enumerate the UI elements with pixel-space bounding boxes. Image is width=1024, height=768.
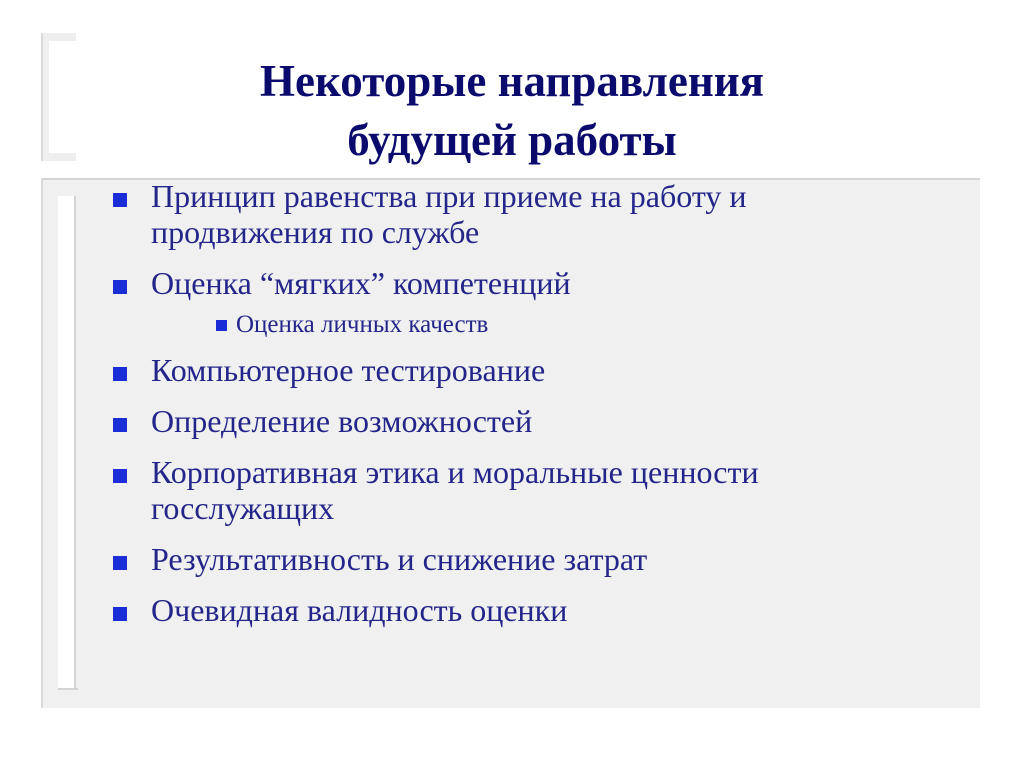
square-bullet-icon xyxy=(113,280,127,294)
sub-list-item xyxy=(113,311,933,339)
list-item-text-line-1: Принцип равенства при приеме на работу и xyxy=(151,178,747,214)
square-bullet-icon xyxy=(113,556,127,570)
list-item-text-line-2: продвижения по службе xyxy=(151,214,480,250)
list-item-text: Оценка “мягких” компетенций xyxy=(151,265,571,301)
square-bullet-icon xyxy=(113,367,127,381)
slide-title xyxy=(100,52,924,170)
list-item xyxy=(113,265,933,301)
list-item xyxy=(113,592,933,628)
panel-left-strip xyxy=(41,178,43,708)
list-item-text: Определение возможностей xyxy=(151,403,533,439)
list-item xyxy=(113,541,933,577)
list-item-text-line-1: Корпоративная этика и моральные ценности xyxy=(151,454,759,490)
slide-title-line-2: будущей работы xyxy=(347,115,677,165)
square-bullet-icon xyxy=(113,193,127,207)
bullet-list xyxy=(113,178,933,643)
sub-list-item-text: Оценка личных качеств xyxy=(236,311,489,338)
decorative-bar-top-inner xyxy=(49,41,76,153)
square-bullet-icon xyxy=(113,607,127,621)
square-bullet-icon xyxy=(113,418,127,432)
list-item-text: Результативность и снижение затрат xyxy=(151,541,648,577)
list-item-text: Компьютерное тестирование xyxy=(151,352,546,388)
list-item-text-line-2: госслужащих xyxy=(151,490,335,526)
list-item xyxy=(113,178,933,250)
decorative-bracket-foot xyxy=(58,688,78,690)
list-item-text: Очевидная валидность оценки xyxy=(151,592,568,628)
square-bullet-icon xyxy=(216,320,227,331)
square-bullet-icon xyxy=(113,469,127,483)
list-item xyxy=(113,403,933,439)
decorative-bracket xyxy=(58,196,76,690)
list-item xyxy=(113,352,933,388)
slide-title-line-1: Некоторые направления xyxy=(259,56,765,106)
list-item xyxy=(113,454,933,526)
